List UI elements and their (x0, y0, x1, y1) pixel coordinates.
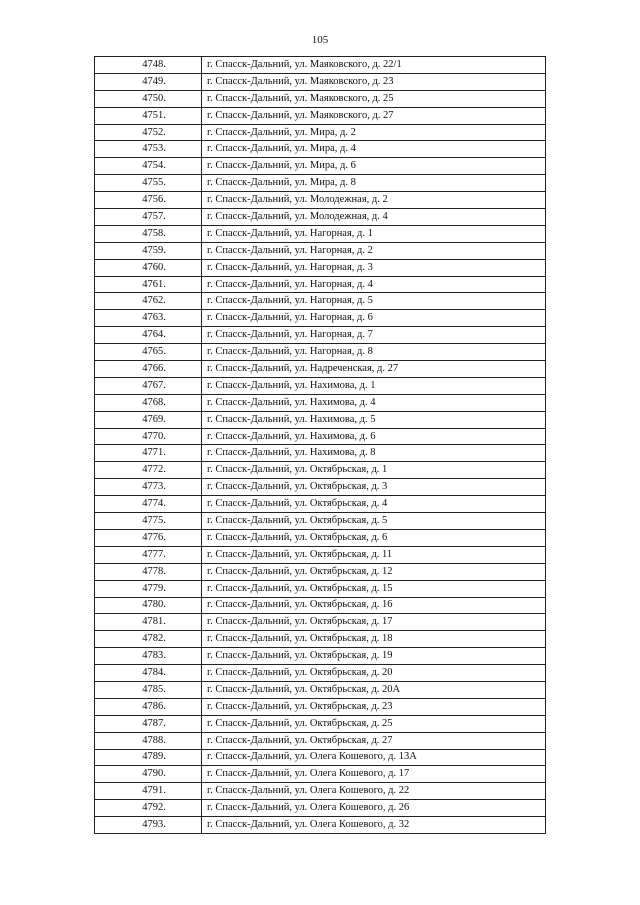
row-number: 4761. (95, 276, 202, 293)
table-row (95, 225, 546, 242)
row-address: г. Спасск-Дальний, ул. Октябрьская, д. 12 (202, 563, 546, 580)
row-number: 4776. (95, 529, 202, 546)
row-address: г. Спасск-Дальний, ул. Октябрьская, д. 27 (202, 732, 546, 749)
table-row (95, 57, 546, 74)
table-row (95, 631, 546, 648)
page-number: 105 (311, 34, 329, 46)
row-address: г. Спасск-Дальний, ул. Октябрьская, д. 5 (202, 513, 546, 530)
row-number: 4760. (95, 259, 202, 276)
row-number: 4783. (95, 648, 202, 665)
row-address: г. Спасск-Дальний, ул. Нагорная, д. 4 (202, 276, 546, 293)
table-row (95, 394, 546, 411)
row-address: г. Спасск-Дальний, ул. Нахимова, д. 4 (202, 394, 546, 411)
table-row (95, 361, 546, 378)
row-number: 4748. (95, 57, 202, 74)
table-row (95, 783, 546, 800)
row-address: г. Спасск-Дальний, ул. Нагорная, д. 8 (202, 344, 546, 361)
row-number: 4749. (95, 73, 202, 90)
row-number: 4757. (95, 209, 202, 226)
row-number: 4758. (95, 225, 202, 242)
row-address: г. Спасск-Дальний, ул. Октябрьская, д. 23 (202, 698, 546, 715)
row-number: 4773. (95, 479, 202, 496)
row-number: 4754. (95, 158, 202, 175)
table-row (95, 580, 546, 597)
row-number: 4772. (95, 462, 202, 479)
table-row (95, 681, 546, 698)
table-row (95, 614, 546, 631)
table-row (95, 276, 546, 293)
row-address: г. Спасск-Дальний, ул. Октябрьская, д. 19 (202, 648, 546, 665)
row-address: г. Спасск-Дальний, ул. Нагорная, д. 1 (202, 225, 546, 242)
row-number: 4790. (95, 766, 202, 783)
row-address: г. Спасск-Дальний, ул. Олега Кошевого, д. 17 (202, 766, 546, 783)
row-address: г. Спасск-Дальний, ул. Октябрьская, д. 20А (202, 681, 546, 698)
table-row (95, 310, 546, 327)
row-address: г. Спасск-Дальний, ул. Октябрьская, д. 4 (202, 496, 546, 513)
row-number: 4756. (95, 192, 202, 209)
row-address: г. Спасск-Дальний, ул. Октябрьская, д. 1 (202, 462, 546, 479)
table-row (95, 732, 546, 749)
row-number: 4778. (95, 563, 202, 580)
row-address: г. Спасск-Дальний, ул. Нахимова, д. 8 (202, 445, 546, 462)
row-number: 4792. (95, 800, 202, 817)
table-row (95, 665, 546, 682)
row-address: г. Спасск-Дальний, ул. Молодежная, д. 2 (202, 192, 546, 209)
table-row (95, 479, 546, 496)
table-row (95, 428, 546, 445)
table-row (95, 749, 546, 766)
row-address: г. Спасск-Дальний, ул. Мира, д. 2 (202, 124, 546, 141)
row-address: г. Спасск-Дальний, ул. Октябрьская, д. 15 (202, 580, 546, 597)
table-row (95, 377, 546, 394)
row-address: г. Спасск-Дальний, ул. Октябрьская, д. 17 (202, 614, 546, 631)
row-address: г. Спасск-Дальний, ул. Октябрьская, д. 25 (202, 715, 546, 732)
table-row (95, 597, 546, 614)
row-address: г. Спасск-Дальний, ул. Надреченская, д. 27 (202, 361, 546, 378)
row-address: г. Спасск-Дальний, ул. Маяковского, д. 22/1 (202, 57, 546, 74)
row-number: 4750. (95, 90, 202, 107)
row-number: 4768. (95, 394, 202, 411)
table-row (95, 242, 546, 259)
row-address: г. Спасск-Дальний, ул. Маяковского, д. 27 (202, 107, 546, 124)
row-number: 4753. (95, 141, 202, 158)
row-number: 4775. (95, 513, 202, 530)
row-address: г. Спасск-Дальний, ул. Нахимова, д. 6 (202, 428, 546, 445)
table-row (95, 529, 546, 546)
table-row (95, 546, 546, 563)
row-number: 4771. (95, 445, 202, 462)
table-row (95, 698, 546, 715)
table-row (95, 800, 546, 817)
row-address: г. Спасск-Дальний, ул. Мира, д. 8 (202, 175, 546, 192)
row-number: 4782. (95, 631, 202, 648)
table-row (95, 563, 546, 580)
row-number: 4787. (95, 715, 202, 732)
table-row (95, 411, 546, 428)
table-row (95, 766, 546, 783)
table-row (95, 462, 546, 479)
row-address: г. Спасск-Дальний, ул. Нахимова, д. 5 (202, 411, 546, 428)
row-address: г. Спасск-Дальний, ул. Олега Кошевого, д. 13А (202, 749, 546, 766)
table-row (95, 141, 546, 158)
table-row (95, 209, 546, 226)
table-row (95, 192, 546, 209)
row-address: г. Спасск-Дальний, ул. Мира, д. 4 (202, 141, 546, 158)
table-row (95, 90, 546, 107)
row-number: 4786. (95, 698, 202, 715)
row-address: г. Спасск-Дальний, ул. Олега Кошевого, д. 22 (202, 783, 546, 800)
row-number: 4789. (95, 749, 202, 766)
row-address: г. Спасск-Дальний, ул. Мира, д. 6 (202, 158, 546, 175)
row-address: г. Спасск-Дальний, ул. Нагорная, д. 7 (202, 327, 546, 344)
table-row (95, 293, 546, 310)
table-row (95, 107, 546, 124)
table-row (95, 648, 546, 665)
row-number: 4763. (95, 310, 202, 327)
table-row (95, 158, 546, 175)
table-row (95, 259, 546, 276)
table-row (95, 715, 546, 732)
row-address: г. Спасск-Дальний, ул. Октябрьская, д. 18 (202, 631, 546, 648)
table-row (95, 513, 546, 530)
row-number: 4777. (95, 546, 202, 563)
row-number: 4793. (95, 817, 202, 834)
row-address: г. Спасск-Дальний, ул. Олега Кошевого, д. 26 (202, 800, 546, 817)
row-address: г. Спасск-Дальний, ул. Олега Кошевого, д. 32 (202, 817, 546, 834)
row-address: г. Спасск-Дальний, ул. Нагорная, д. 2 (202, 242, 546, 259)
row-number: 4752. (95, 124, 202, 141)
address-table (94, 56, 546, 834)
row-number: 4788. (95, 732, 202, 749)
row-address: г. Спасск-Дальний, ул. Октябрьская, д. 3 (202, 479, 546, 496)
row-number: 4774. (95, 496, 202, 513)
row-address: г. Спасск-Дальний, ул. Октябрьская, д. 6 (202, 529, 546, 546)
row-number: 4755. (95, 175, 202, 192)
row-number: 4751. (95, 107, 202, 124)
table-row (95, 496, 546, 513)
row-number: 4762. (95, 293, 202, 310)
row-number: 4770. (95, 428, 202, 445)
row-address: г. Спасск-Дальний, ул. Нахимова, д. 1 (202, 377, 546, 394)
row-number: 4766. (95, 361, 202, 378)
row-number: 4784. (95, 665, 202, 682)
row-number: 4779. (95, 580, 202, 597)
row-number: 4781. (95, 614, 202, 631)
table-row (95, 327, 546, 344)
address-table-body (95, 57, 546, 834)
table-row (95, 817, 546, 834)
row-number: 4764. (95, 327, 202, 344)
row-number: 4791. (95, 783, 202, 800)
row-number: 4780. (95, 597, 202, 614)
row-address: г. Спасск-Дальний, ул. Нагорная, д. 3 (202, 259, 546, 276)
row-number: 4769. (95, 411, 202, 428)
table-row (95, 124, 546, 141)
row-number: 4759. (95, 242, 202, 259)
row-address: г. Спасск-Дальний, ул. Октябрьская, д. 11 (202, 546, 546, 563)
table-row (95, 344, 546, 361)
row-address: г. Спасск-Дальний, ул. Октябрьская, д. 16 (202, 597, 546, 614)
row-number: 4765. (95, 344, 202, 361)
row-address: г. Спасск-Дальний, ул. Нагорная, д. 5 (202, 293, 546, 310)
table-row (95, 73, 546, 90)
row-number: 4785. (95, 681, 202, 698)
row-address: г. Спасск-Дальний, ул. Нагорная, д. 6 (202, 310, 546, 327)
row-address: г. Спасск-Дальний, ул. Молодежная, д. 4 (202, 209, 546, 226)
table-row (95, 445, 546, 462)
row-address: г. Спасск-Дальний, ул. Маяковского, д. 23 (202, 73, 546, 90)
row-address: г. Спасск-Дальний, ул. Маяковского, д. 25 (202, 90, 546, 107)
row-address: г. Спасск-Дальний, ул. Октябрьская, д. 20 (202, 665, 546, 682)
row-number: 4767. (95, 377, 202, 394)
table-row (95, 175, 546, 192)
